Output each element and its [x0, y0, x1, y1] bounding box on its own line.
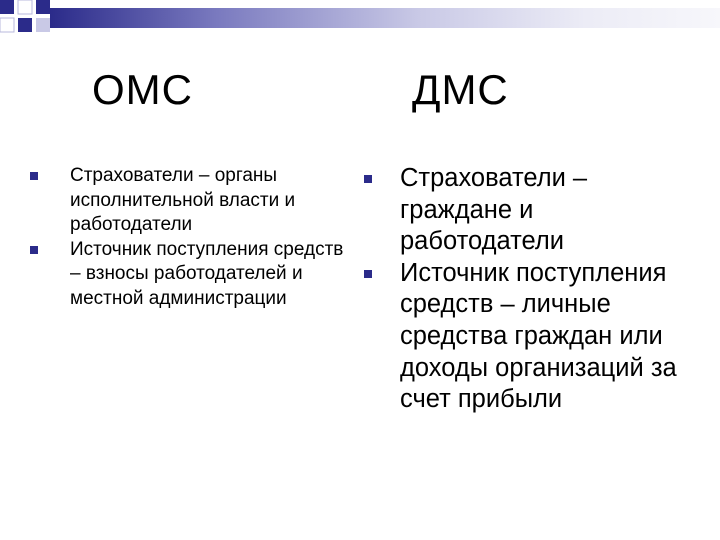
list-item-text: Страхователи – органы исполнительной власти и работодатели: [70, 165, 296, 235]
decor-square-outline: [18, 0, 32, 14]
omc-bullet-list: [30, 164, 350, 311]
list-item: [30, 164, 350, 238]
decor-square-light: [36, 18, 50, 32]
dmc-bullet-list: [362, 163, 702, 416]
header-decoration: [0, 0, 720, 40]
list-item-text: Страхователи – граждане и работодатели: [400, 164, 588, 256]
dmc-title: ДМС: [412, 66, 509, 113]
square-bullet-icon: [30, 246, 38, 254]
decor-square-outline: [0, 18, 14, 32]
list-item: [362, 163, 702, 258]
omc-title: ОМС: [92, 66, 193, 113]
decor-square-dark: [0, 0, 14, 14]
square-bullet-icon: [364, 175, 372, 183]
square-bullet-icon: [30, 172, 38, 180]
list-item-text: Источник поступления средств – взносы работодателей и местной администрации: [70, 238, 344, 309]
gradient-bar: [50, 8, 720, 28]
decor-square-dark: [36, 0, 50, 14]
decor-square-dark: [18, 18, 32, 32]
list-item: [362, 258, 702, 416]
list-item-text: Источник поступления средств – личные средства граждан или доходы организаций за счет прибыли: [400, 258, 677, 414]
square-bullet-icon: [364, 270, 372, 278]
list-item: [30, 238, 350, 312]
